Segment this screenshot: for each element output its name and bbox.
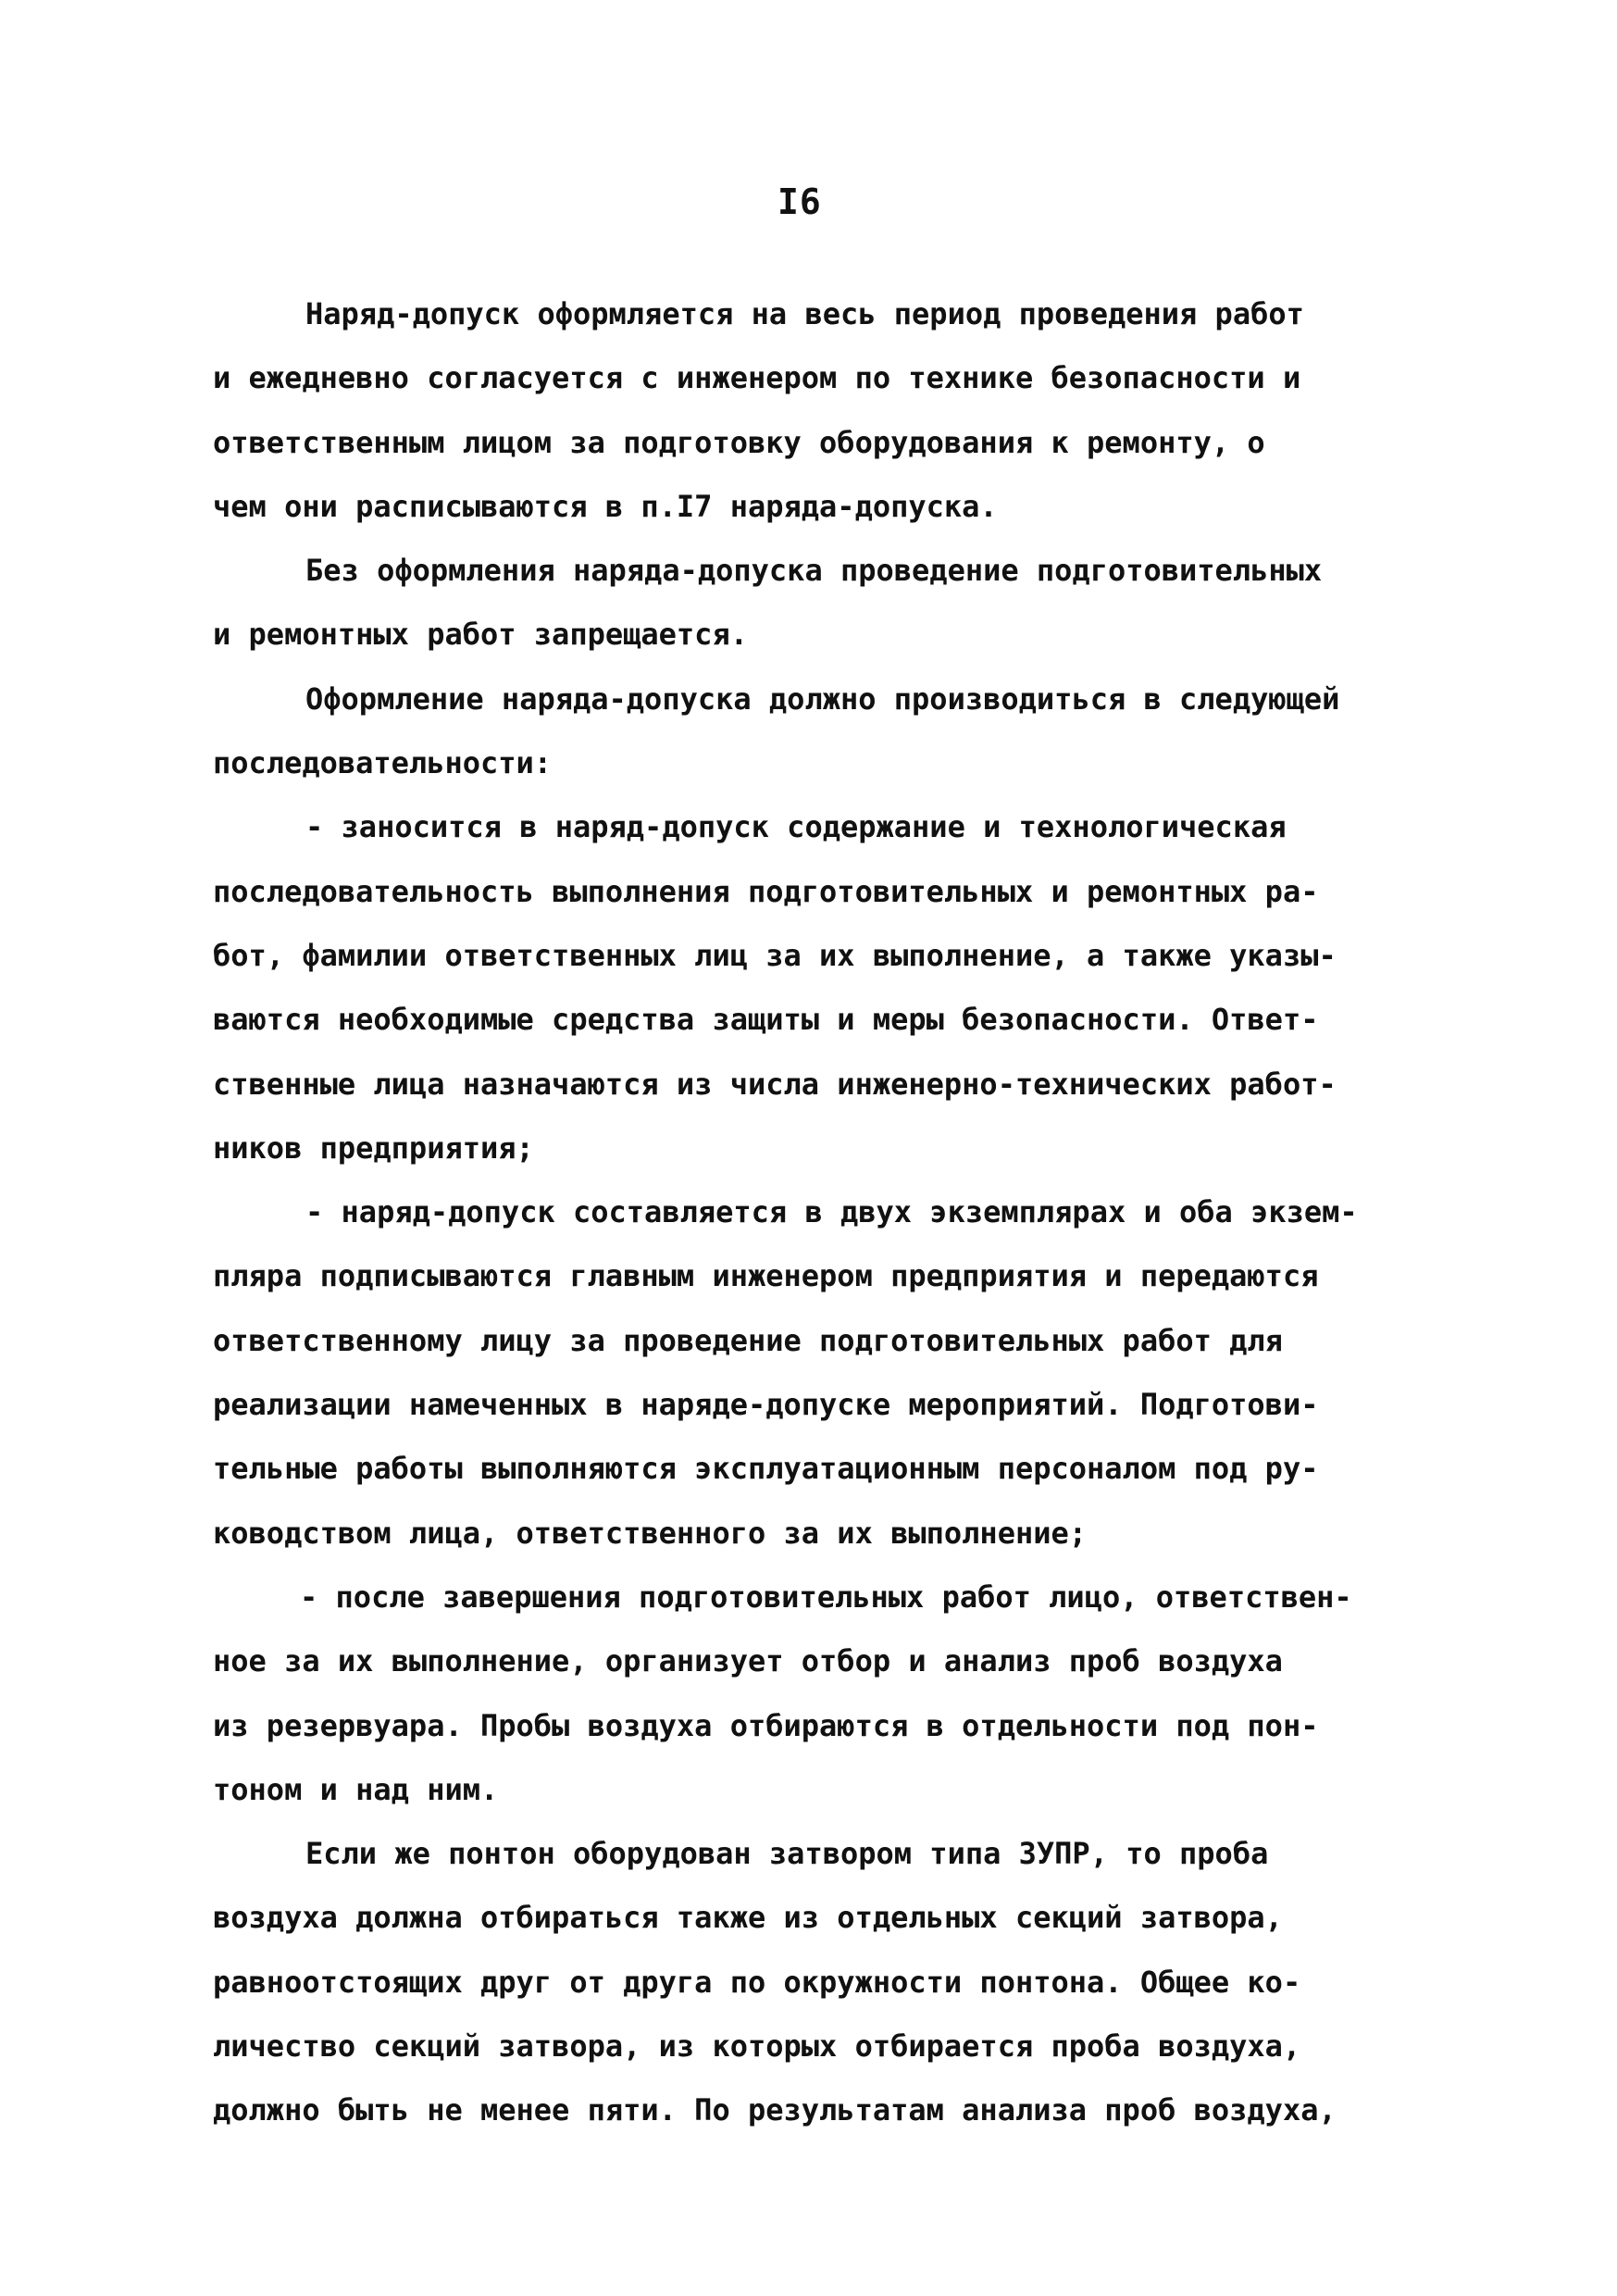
page-number: I6 xyxy=(777,181,822,222)
paragraph-line: Если же понтон оборудован затвором типа ЗУПР, то проба xyxy=(305,1836,1269,1872)
paragraph-line: Без оформления наряда-допуска проведение подготовительных xyxy=(305,553,1323,589)
paragraph-line: чем они расписываются в п.I7 наряда-допуска. xyxy=(213,488,998,524)
list-item-line: ное за их выполнение, организует отбор и анализ проб воздуха xyxy=(213,1643,1283,1679)
list-item-line: из резервуара. Пробы воздуха отбираются в отдельности под пон- xyxy=(213,1707,1319,1743)
list-item-line: пляра подписываются главным инженером предприятия и передаются xyxy=(213,1258,1319,1294)
paragraph-line: воздуха должна отбираться также из отдельных секций затвора, xyxy=(213,1900,1283,1936)
paragraph-line: Оформление наряда-допуска должно производиться в следующей xyxy=(305,680,1340,717)
paragraph-line: должно быть не менее пяти. По результатам анализа проб воздуха, xyxy=(213,2092,1337,2128)
list-item-line: последовательность выполнения подготовительных и ремонтных ра- xyxy=(213,873,1319,909)
paragraph-line: личество секций затвора, из которых отбирается проба воздуха, xyxy=(213,2028,1301,2065)
list-item-line: ответственному лицу за проведение подготовительных работ для xyxy=(213,1322,1283,1358)
list-item-line: - наряд-допуск составляется в двух экземплярах и оба экзем- xyxy=(305,1194,1358,1230)
list-item-line: - заносится в наряд-допуск содержание и технологическая xyxy=(305,809,1287,845)
paragraph-line: ответственным лицом за подготовку оборудования к ремонту, о xyxy=(213,424,1265,460)
list-item-line: тоном и над ним. xyxy=(213,1771,499,1807)
list-item-line: реализации намеченных в наряде-допуске мероприятий. Подготови- xyxy=(213,1387,1319,1423)
paragraph-line: последовательности: xyxy=(213,745,553,781)
paragraph-line: и ремонтных работ запрещается. xyxy=(213,617,748,653)
list-item-line: бот, фамилии ответственных лиц за их выполнение, а также указы- xyxy=(213,937,1337,973)
list-item-line: ственные лица назначаются из числа инженерно-технических работ- xyxy=(213,1066,1337,1102)
list-item-line: ководством лица, ответственного за их выполнение; xyxy=(213,1515,1088,1551)
list-item-line: тельные работы выполняются эксплуатационным персоналом под ру- xyxy=(213,1451,1319,1487)
paragraph-line: и ежедневно согласуется с инженером по технике безопасности и xyxy=(213,360,1301,396)
list-item-line: ваются необходимые средства защиты и меры безопасности. Ответ- xyxy=(213,1002,1319,1038)
list-item-line: ников предприятия; xyxy=(213,1129,534,1166)
paragraph-line: Наряд-допуск оформляется на весь период проведения работ xyxy=(305,296,1304,331)
list-item-line: - после завершения подготовительных работ лицо, ответствен- xyxy=(300,1578,1352,1615)
document-body xyxy=(213,282,1444,2143)
paragraph-line: равноотстоящих друг от друга по окружности понтона. Общее ко- xyxy=(213,1964,1301,2000)
